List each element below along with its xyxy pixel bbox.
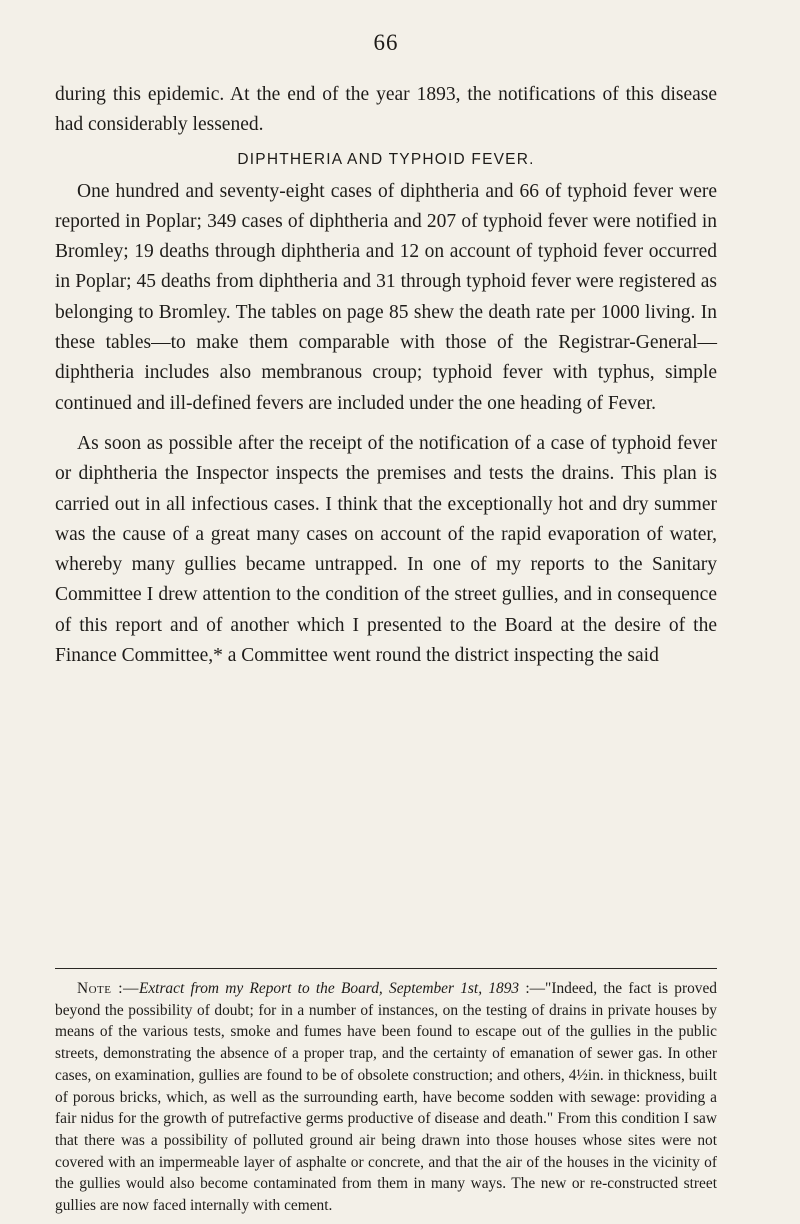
footnote-source: Extract from my Report to the Board, September 1st, 1893: [138, 980, 520, 997]
footnote: [55, 978, 717, 1217]
main-text: [55, 80, 717, 671]
footnote-label: Note :—: [77, 980, 139, 997]
page-number: 66: [373, 30, 399, 55]
opening-paragraph: during this epidemic. At the end of the year 1893, the notifications of this disease had considerably lessened.: [55, 84, 717, 136]
paragraph-inspection: As soon as possible after the receipt of the notification of a case of typhoid fever or diphtheria the Inspector inspects the premises and tests the drains. This plan is carried out in all infectious cases. I think that the exceptionally hot and dry summer was the cause of a great many cases on account of the rapid evaporation of water, whereby many gullies became untrapped. In one of my reports to the Sanitary Committee I drew attention to the condition of the street gullies, and in consequence of this report and of another which I presented to the Board at the desire of the Finance Committee,* a Committee went round the district inspecting the said: [55, 432, 717, 667]
footnote-divider: [55, 968, 717, 969]
footnote-text: :—"Indeed, the fact is proved beyond the possibility of doubt; for in a number of instances, on the testing of drains in private houses by means of the various tests, smoke and fumes have been found to escape out of the gullies in the public streets, demonstrating the absence of a proper trap, and the certainty of emanation of sewer gas. In other cases, on examination, gullies are found to be of obsolete construction; and others, 4½in. in thickness, built of porous bricks, which, as well as the surrounding earth, have become sodden with sewage: providing a fair nidus for the growth of putrefactive germs productive of disease and death." From this condition I saw that there was a possibility of polluted ground air being drawn into those houses whose sites were not covered with an impermeable layer of asphalte or concrete, and that the air of the houses in the vicinity of the gullies would also become contaminated from them in many ways. The new or re-constructed street gullies are now faced internally with cement.: [55, 980, 718, 1215]
document-page: [55, 0, 717, 1224]
section-heading: DIPHTHERIA AND TYPHOID FEVER.: [237, 150, 535, 168]
paragraph-diphtheria-typhoid-cases: One hundred and seventy-eight cases of diphtheria and 66 of typhoid fever were reported in Poplar; 349 cases of diphtheria and 207 of typhoid fever were notified in Bromley; 19 deaths through diphtheria and 12 on account of typhoid fever occurred in Poplar; 45 deaths from diphtheria and 31 through typhoid fever were registered as belonging to Bromley. The tables on page 85 shew the death rate per 1000 living. In these tables—to make them comparable with those of the Registrar-General—diphtheria includes also membranous croup; typhoid fever with typhus, simple continued and ill-defined fevers are included under the one heading of Fever.: [55, 180, 717, 414]
